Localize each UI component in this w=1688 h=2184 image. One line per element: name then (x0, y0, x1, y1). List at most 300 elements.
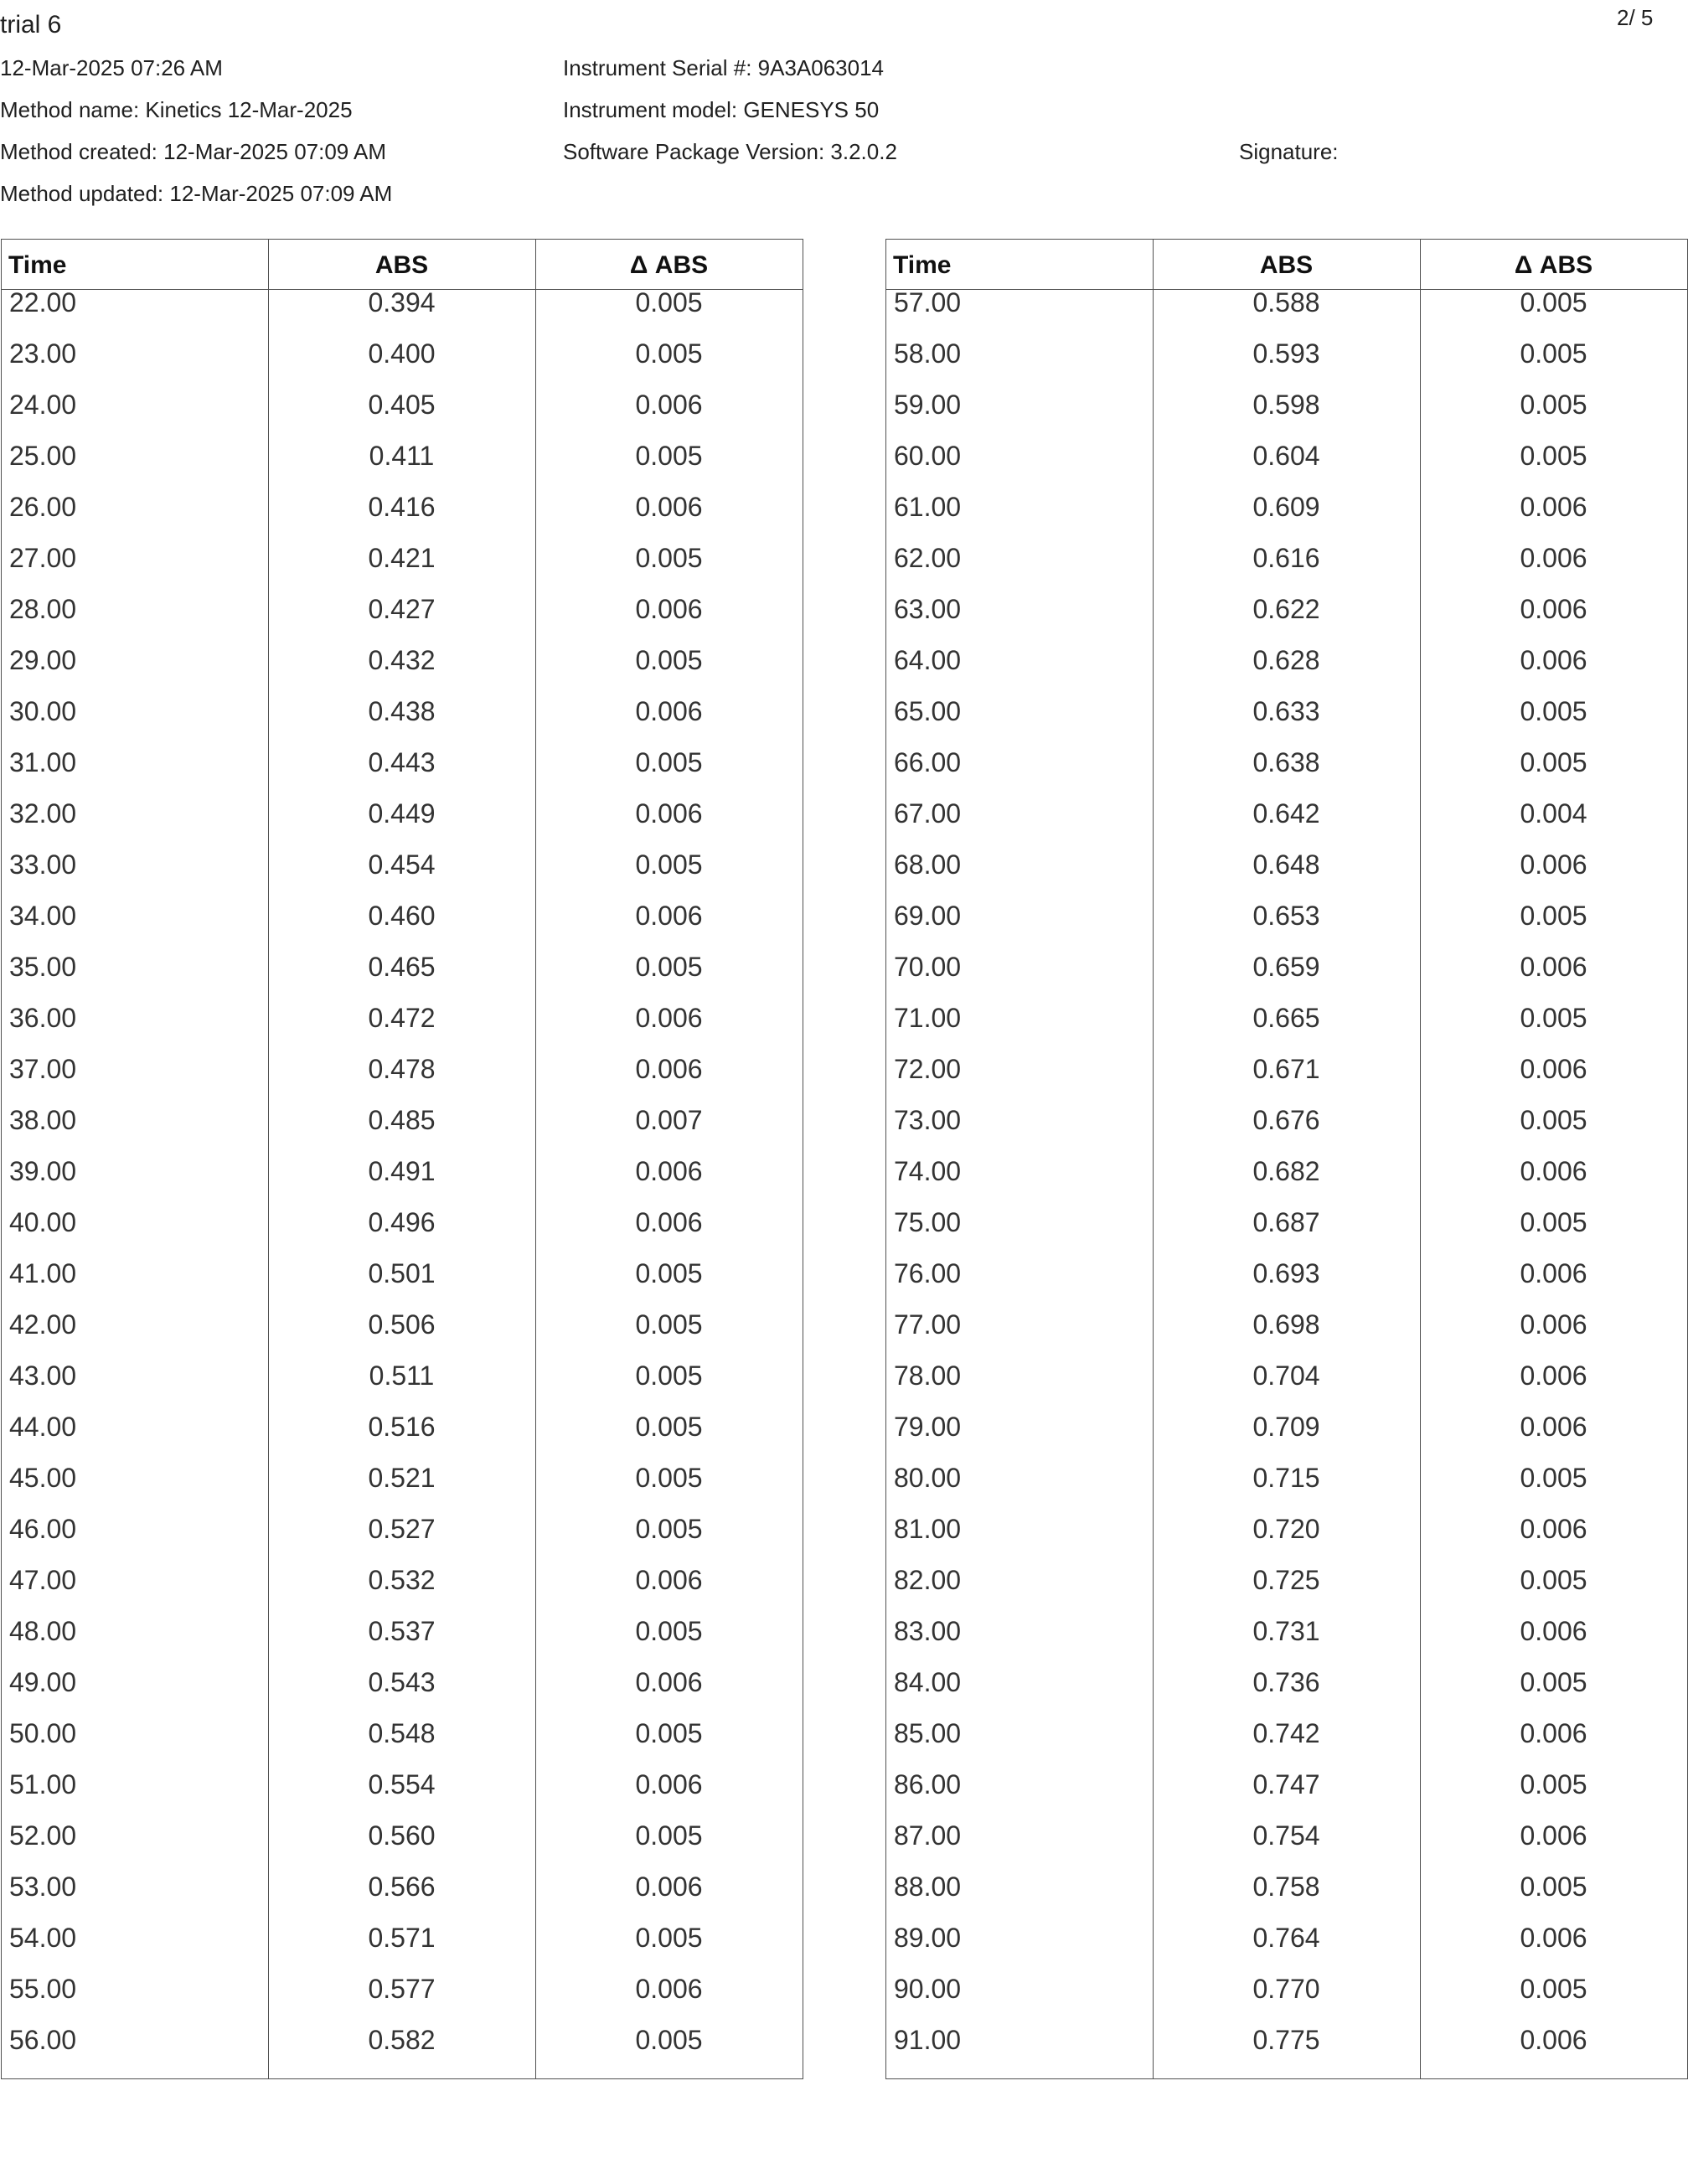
delta-abs-cell: 0.005 (1520, 1872, 1587, 1902)
table-row (2, 1516, 803, 1567)
time-cell: 36.00 (9, 1003, 77, 1033)
abs-cell: 0.465 (368, 952, 436, 982)
delta-abs-cell: 0.005 (635, 441, 703, 471)
time-cell: 70.00 (894, 952, 962, 982)
abs-cell: 0.548 (368, 1718, 436, 1748)
time-cell: 55.00 (9, 1974, 77, 2004)
table-row (886, 696, 1687, 750)
time-cell: 63.00 (894, 594, 962, 624)
abs-cell: 0.665 (1252, 1003, 1320, 1033)
time-cell: 41.00 (9, 1258, 77, 1288)
time-cell: 67.00 (894, 798, 962, 829)
abs-cell: 0.478 (368, 1054, 436, 1084)
delta-abs-cell: 0.005 (635, 338, 703, 369)
table-row (2, 596, 803, 648)
time-cell: 68.00 (894, 849, 962, 880)
time-cell: 87.00 (894, 1820, 962, 1851)
delta-abs-cell: 0.005 (1520, 1769, 1587, 1799)
time-cell: 80.00 (894, 1463, 962, 1493)
time-cell: 62.00 (894, 543, 962, 573)
delta-abs-cell: 0.006 (1520, 1514, 1587, 1544)
delta-abs-cell: 0.005 (635, 1360, 703, 1391)
time-cell: 25.00 (9, 441, 77, 471)
time-cell: 64.00 (894, 645, 962, 675)
table-row (886, 1616, 1687, 1670)
table-row (2, 1616, 803, 1670)
delta-abs-cell: 0.007 (635, 1105, 703, 1135)
table-row (886, 1056, 1687, 1107)
delta-abs-cell: 0.006 (635, 696, 703, 726)
time-cell: 90.00 (894, 1974, 962, 2004)
abs-cell: 0.628 (1252, 645, 1320, 675)
delta-abs-cell: 0.006 (635, 1565, 703, 1595)
abs-cell: 0.725 (1252, 1565, 1320, 1595)
delta-abs-cell: 0.005 (1520, 390, 1587, 420)
delta-abs-cell: 0.006 (1520, 645, 1587, 675)
time-cell: 37.00 (9, 1054, 77, 1084)
page-number: 2/ 5 (1617, 5, 1654, 30)
table-row (886, 494, 1687, 545)
table-row (886, 1976, 1687, 2027)
delta-abs-cell: 0.004 (1520, 798, 1587, 829)
time-cell: 31.00 (9, 747, 77, 777)
abs-cell: 0.485 (368, 1105, 436, 1135)
time-cell: 30.00 (9, 696, 77, 726)
time-cell: 82.00 (894, 1565, 962, 1595)
abs-cell: 0.648 (1252, 849, 1320, 880)
table-row (886, 1258, 1687, 1312)
table-row (2, 1769, 803, 1823)
time-cell: 54.00 (9, 1923, 77, 1953)
column-header-abs: ABS (374, 251, 429, 279)
delta-abs-cell: 0.005 (1520, 1003, 1587, 1033)
time-cell: 78.00 (894, 1360, 962, 1391)
time-cell: 58.00 (894, 338, 962, 369)
table-row (2, 1925, 803, 1976)
table-row (2, 747, 803, 801)
report-datetime: 12-Mar-2025 07:26 AM (0, 55, 223, 80)
column-header-time: Time (8, 251, 67, 279)
delta-abs-cell: 0.005 (1520, 1974, 1587, 2004)
table-row (2, 2027, 803, 2078)
delta-abs-cell: 0.006 (1520, 1360, 1587, 1391)
abs-cell: 0.775 (1252, 2025, 1320, 2055)
table-row (2, 645, 803, 699)
table-row (886, 1107, 1687, 1159)
time-cell: 52.00 (9, 1820, 77, 1851)
table-row (2, 1309, 803, 1363)
table-row (886, 1156, 1687, 1210)
delta-abs-cell: 0.006 (635, 390, 703, 420)
abs-cell: 0.566 (368, 1872, 436, 1902)
delta-abs-cell: 0.006 (635, 1207, 703, 1237)
delta-abs-cell: 0.006 (1520, 594, 1587, 624)
delta-abs-cell: 0.006 (1520, 1054, 1587, 1084)
delta-abs-cell: 0.006 (1520, 1718, 1587, 1748)
delta-abs-cell: 0.006 (1520, 1923, 1587, 1953)
time-cell: 32.00 (9, 798, 77, 829)
delta-abs-cell: 0.006 (1520, 1156, 1587, 1186)
abs-cell: 0.394 (368, 287, 436, 318)
software-version: Software Package Version: 3.2.0.2 (563, 139, 897, 164)
table-row (2, 1718, 803, 1772)
time-cell: 72.00 (894, 1054, 962, 1084)
abs-cell: 0.731 (1252, 1616, 1320, 1646)
time-cell: 71.00 (894, 1003, 962, 1033)
column-header-abs: ABS (1259, 251, 1314, 279)
delta-abs-cell: 0.006 (1520, 1309, 1587, 1340)
abs-cell: 0.736 (1252, 1667, 1320, 1697)
table-row (2, 1156, 803, 1210)
abs-cell: 0.609 (1252, 492, 1320, 522)
time-cell: 88.00 (894, 1872, 962, 1902)
table-row (2, 545, 803, 596)
delta-abs-cell: 0.005 (1520, 696, 1587, 726)
abs-cell: 0.501 (368, 1258, 436, 1288)
time-cell: 56.00 (9, 2025, 77, 2055)
abs-cell: 0.715 (1252, 1463, 1320, 1493)
abs-cell: 0.400 (368, 338, 436, 369)
time-cell: 86.00 (894, 1769, 962, 1799)
delta-abs-cell: 0.006 (635, 492, 703, 522)
table-row (2, 443, 803, 494)
table-row (2, 1005, 803, 1056)
table-row (886, 645, 1687, 699)
method-created: Method created: 12-Mar-2025 07:09 AM (0, 139, 387, 164)
abs-cell: 0.758 (1252, 1872, 1320, 1902)
time-cell: 84.00 (894, 1667, 962, 1697)
table-row (2, 1976, 803, 2027)
delta-abs-cell: 0.005 (635, 1820, 703, 1851)
time-cell: 60.00 (894, 441, 962, 471)
abs-cell: 0.588 (1252, 287, 1320, 318)
table-body (886, 287, 1687, 2078)
table-header (886, 240, 1687, 290)
table-row (886, 1567, 1687, 1619)
abs-cell: 0.598 (1252, 390, 1320, 420)
time-cell: 66.00 (894, 747, 962, 777)
time-cell: 33.00 (9, 849, 77, 880)
delta-abs-cell: 0.005 (635, 287, 703, 318)
delta-abs-cell: 0.005 (1520, 1565, 1587, 1595)
time-cell: 49.00 (9, 1667, 77, 1697)
time-cell: 42.00 (9, 1309, 77, 1340)
abs-cell: 0.432 (368, 645, 436, 675)
abs-cell: 0.443 (368, 747, 436, 777)
time-cell: 45.00 (9, 1463, 77, 1493)
abs-cell: 0.506 (368, 1309, 436, 1340)
table-row (2, 1207, 803, 1261)
delta-abs-cell: 0.006 (635, 1974, 703, 2004)
abs-cell: 0.560 (368, 1820, 436, 1851)
delta-abs-cell: 0.006 (1520, 849, 1587, 880)
table-row (886, 1465, 1687, 1516)
table-row (886, 954, 1687, 1005)
table-row (886, 392, 1687, 443)
abs-cell: 0.764 (1252, 1923, 1320, 1953)
table-row (886, 1207, 1687, 1261)
time-cell: 73.00 (894, 1105, 962, 1135)
delta-abs-cell: 0.005 (1520, 901, 1587, 931)
table-row (886, 338, 1687, 392)
abs-cell: 0.454 (368, 849, 436, 880)
time-cell: 40.00 (9, 1207, 77, 1237)
delta-abs-cell: 0.005 (1520, 338, 1587, 369)
time-cell: 57.00 (894, 287, 962, 318)
time-cell: 79.00 (894, 1412, 962, 1442)
time-cell: 35.00 (9, 952, 77, 982)
delta-abs-cell: 0.005 (1520, 1105, 1587, 1135)
delta-abs-cell: 0.006 (1520, 2025, 1587, 2055)
abs-cell: 0.438 (368, 696, 436, 726)
delta-abs-cell: 0.006 (635, 1667, 703, 1697)
abs-cell: 0.747 (1252, 1769, 1320, 1799)
table-row (2, 338, 803, 392)
abs-cell: 0.754 (1252, 1820, 1320, 1851)
table-row (886, 1769, 1687, 1823)
table-row (2, 1465, 803, 1516)
abs-cell: 0.698 (1252, 1309, 1320, 1340)
delta-abs-cell: 0.005 (635, 1616, 703, 1646)
time-cell: 85.00 (894, 1718, 962, 1748)
table-row (2, 903, 803, 954)
abs-cell: 0.693 (1252, 1258, 1320, 1288)
abs-cell: 0.460 (368, 901, 436, 931)
delta-abs-cell: 0.005 (635, 2025, 703, 2055)
time-cell: 28.00 (9, 594, 77, 624)
table-row (2, 1874, 803, 1925)
abs-cell: 0.642 (1252, 798, 1320, 829)
delta-abs-cell: 0.005 (635, 1463, 703, 1493)
abs-cell: 0.687 (1252, 1207, 1320, 1237)
time-cell: 34.00 (9, 901, 77, 931)
data-table-left (1, 239, 803, 2079)
delta-abs-cell: 0.006 (635, 1872, 703, 1902)
table-row (886, 1874, 1687, 1925)
delta-abs-cell: 0.005 (1520, 441, 1587, 471)
abs-cell: 0.527 (368, 1514, 436, 1544)
delta-abs-cell: 0.006 (635, 1156, 703, 1186)
abs-cell: 0.543 (368, 1667, 436, 1697)
delta-abs-cell: 0.005 (635, 1412, 703, 1442)
time-cell: 74.00 (894, 1156, 962, 1186)
time-cell: 75.00 (894, 1207, 962, 1237)
abs-cell: 0.571 (368, 1923, 436, 1953)
table-row (2, 392, 803, 443)
delta-abs-cell: 0.005 (635, 1923, 703, 1953)
signature-label: Signature: (1239, 139, 1339, 164)
abs-cell: 0.653 (1252, 901, 1320, 931)
delta-abs-cell: 0.005 (635, 1514, 703, 1544)
table-row (2, 849, 803, 903)
abs-cell: 0.427 (368, 594, 436, 624)
abs-cell: 0.720 (1252, 1514, 1320, 1544)
abs-cell: 0.638 (1252, 747, 1320, 777)
delta-abs-cell: 0.005 (1520, 287, 1587, 318)
abs-cell: 0.411 (369, 441, 435, 471)
abs-cell: 0.704 (1252, 1360, 1320, 1391)
table-row (886, 287, 1687, 341)
time-cell: 27.00 (9, 543, 77, 573)
abs-cell: 0.659 (1252, 952, 1320, 982)
table-row (2, 287, 803, 341)
report-title: trial 6 (0, 11, 62, 39)
table-row (886, 1516, 1687, 1567)
delta-abs-cell: 0.005 (635, 543, 703, 573)
abs-cell: 0.709 (1252, 1412, 1320, 1442)
abs-cell: 0.742 (1252, 1718, 1320, 1748)
time-cell: 81.00 (894, 1514, 962, 1544)
time-cell: 22.00 (9, 287, 77, 318)
time-cell: 46.00 (9, 1514, 77, 1544)
delta-abs-cell: 0.006 (1520, 1258, 1587, 1288)
abs-cell: 0.511 (369, 1360, 435, 1391)
abs-cell: 0.671 (1252, 1054, 1320, 1084)
table-row (886, 798, 1687, 852)
table-row (886, 1414, 1687, 1465)
table-row (2, 494, 803, 545)
time-cell: 91.00 (894, 2025, 962, 2055)
time-cell: 76.00 (894, 1258, 962, 1288)
table-row (886, 596, 1687, 648)
time-cell: 89.00 (894, 1923, 962, 1953)
abs-cell: 0.593 (1252, 338, 1320, 369)
abs-cell: 0.554 (368, 1769, 436, 1799)
table-row (886, 1005, 1687, 1056)
time-cell: 47.00 (9, 1565, 77, 1595)
abs-cell: 0.449 (368, 798, 436, 829)
abs-cell: 0.770 (1252, 1974, 1320, 2004)
abs-cell: 0.472 (368, 1003, 436, 1033)
time-cell: 65.00 (894, 696, 962, 726)
abs-cell: 0.416 (368, 492, 436, 522)
time-cell: 44.00 (9, 1412, 77, 1442)
abs-cell: 0.577 (368, 1974, 436, 2004)
delta-abs-cell: 0.005 (635, 952, 703, 982)
delta-abs-cell: 0.006 (1520, 952, 1587, 982)
abs-cell: 0.491 (368, 1156, 436, 1186)
column-header-delta-abs: Δ ABS (629, 251, 709, 279)
time-cell: 59.00 (894, 390, 962, 420)
time-cell: 48.00 (9, 1616, 77, 1646)
abs-cell: 0.582 (368, 2025, 436, 2055)
delta-abs-cell: 0.005 (635, 1718, 703, 1748)
table-row (2, 1567, 803, 1619)
abs-cell: 0.616 (1252, 543, 1320, 573)
table-row (2, 1056, 803, 1107)
delta-abs-cell: 0.006 (635, 901, 703, 931)
delta-abs-cell: 0.006 (1520, 1412, 1587, 1442)
data-table-right (885, 239, 1688, 2079)
instrument-model: Instrument model: GENESYS 50 (563, 97, 880, 122)
delta-abs-cell: 0.005 (635, 1258, 703, 1288)
delta-abs-cell: 0.005 (635, 645, 703, 675)
table-row (886, 849, 1687, 903)
table-header (2, 240, 803, 290)
delta-abs-cell: 0.005 (635, 1309, 703, 1340)
abs-cell: 0.405 (368, 390, 436, 420)
abs-cell: 0.521 (368, 1463, 436, 1493)
time-cell: 83.00 (894, 1616, 962, 1646)
delta-abs-cell: 0.006 (1520, 1616, 1587, 1646)
table-row (886, 1925, 1687, 1976)
time-cell: 39.00 (9, 1156, 77, 1186)
table-row (2, 954, 803, 1005)
delta-abs-cell: 0.005 (635, 849, 703, 880)
delta-abs-cell: 0.006 (635, 1003, 703, 1033)
table-row (886, 747, 1687, 801)
delta-abs-cell: 0.006 (635, 798, 703, 829)
table-row (2, 696, 803, 750)
method-name: Method name: Kinetics 12-Mar-2025 (0, 97, 353, 122)
table-row (886, 1360, 1687, 1414)
abs-cell: 0.532 (368, 1565, 436, 1595)
time-cell: 43.00 (9, 1360, 77, 1391)
abs-cell: 0.516 (368, 1412, 436, 1442)
delta-abs-cell: 0.006 (635, 1054, 703, 1084)
delta-abs-cell: 0.005 (1520, 1667, 1587, 1697)
table-row (2, 1107, 803, 1159)
table-row (2, 798, 803, 852)
delta-abs-cell: 0.006 (635, 594, 703, 624)
time-cell: 50.00 (9, 1718, 77, 1748)
table-row (886, 1718, 1687, 1772)
delta-abs-cell: 0.005 (635, 747, 703, 777)
table-row (886, 1667, 1687, 1721)
table-body (2, 287, 803, 2078)
table-row (886, 1820, 1687, 1874)
time-cell: 51.00 (9, 1769, 77, 1799)
abs-cell: 0.421 (368, 543, 436, 573)
method-updated: Method updated: 12-Mar-2025 07:09 AM (0, 181, 393, 206)
abs-cell: 0.676 (1252, 1105, 1320, 1135)
delta-abs-cell: 0.005 (1520, 1207, 1587, 1237)
column-header-time: Time (893, 251, 952, 279)
abs-cell: 0.682 (1252, 1156, 1320, 1186)
abs-cell: 0.537 (368, 1616, 436, 1646)
table-row (886, 903, 1687, 954)
delta-abs-cell: 0.006 (635, 1769, 703, 1799)
abs-cell: 0.633 (1252, 696, 1320, 726)
column-header-delta-abs: Δ ABS (1514, 251, 1593, 279)
delta-abs-cell: 0.005 (1520, 747, 1587, 777)
time-cell: 69.00 (894, 901, 962, 931)
instrument-serial: Instrument Serial #: 9A3A063014 (563, 55, 885, 80)
abs-cell: 0.496 (368, 1207, 436, 1237)
table-row (886, 545, 1687, 596)
table-row (2, 1667, 803, 1721)
table-row (2, 1258, 803, 1312)
time-cell: 38.00 (9, 1105, 77, 1135)
table-row (886, 443, 1687, 494)
abs-cell: 0.604 (1252, 441, 1320, 471)
time-cell: 23.00 (9, 338, 77, 369)
table-row (886, 1309, 1687, 1363)
delta-abs-cell: 0.006 (1520, 543, 1587, 573)
delta-abs-cell: 0.005 (1520, 1463, 1587, 1493)
time-cell: 61.00 (894, 492, 962, 522)
table-row (2, 1360, 803, 1414)
table-row (886, 2027, 1687, 2078)
time-cell: 24.00 (9, 390, 77, 420)
time-cell: 77.00 (894, 1309, 962, 1340)
time-cell: 53.00 (9, 1872, 77, 1902)
table-row (2, 1414, 803, 1465)
delta-abs-cell: 0.006 (1520, 492, 1587, 522)
time-cell: 29.00 (9, 645, 77, 675)
abs-cell: 0.622 (1252, 594, 1320, 624)
delta-abs-cell: 0.006 (1520, 1820, 1587, 1851)
